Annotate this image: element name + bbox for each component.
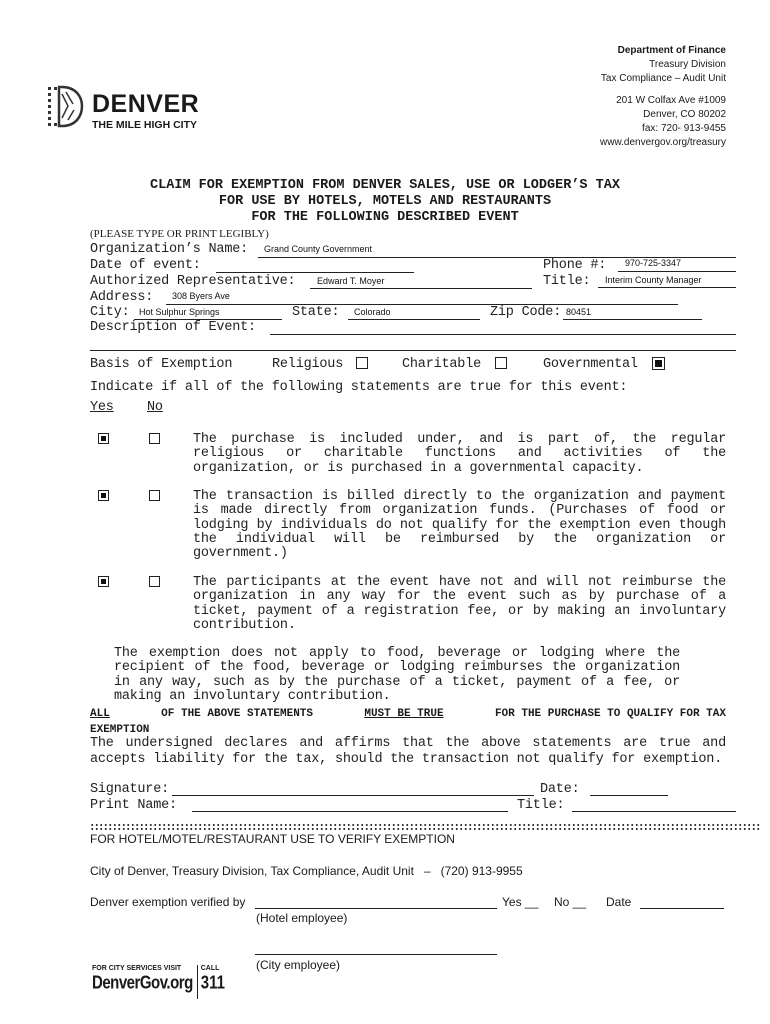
- sign-title-label: Title:: [517, 798, 565, 813]
- yes-header: Yes: [90, 400, 114, 415]
- rep-value: Edward T. Moyer: [317, 276, 385, 286]
- charitable-label: Charitable: [402, 357, 482, 372]
- signature-label: Signature:: [90, 782, 170, 797]
- check-mark-icon: [655, 360, 662, 367]
- city-employee-field[interactable]: [255, 940, 497, 955]
- logo-name: DENVER: [92, 90, 200, 118]
- city-contact-line: City of Denver, Treasury Division, Tax Compliance, Audit Unit – (720) 913-9955: [90, 864, 523, 878]
- address-line-2: Denver, CO 80202: [643, 109, 726, 120]
- must-be-true-notice: ALL OF THE ABOVE STATEMENTS MUST BE TRUE FOR THE PURCHASE TO QUALIFY FOR TAX EXEMPTION: [90, 708, 726, 736]
- org-value: Grand County Government: [264, 244, 373, 254]
- title-value: Interim County Manager: [605, 275, 702, 285]
- phone-label: Phone #:: [543, 258, 607, 273]
- division: Treasury Division: [649, 59, 726, 70]
- denver-logo: [46, 84, 216, 136]
- city-label: City:: [90, 305, 130, 320]
- signature-field[interactable]: [172, 783, 534, 796]
- instructions: (PLEASE TYPE OR PRINT LEGIBLY): [90, 228, 269, 240]
- desc-field-line-2[interactable]: [90, 336, 736, 351]
- dept-name: Department of Finance: [617, 45, 726, 56]
- footer-311: 311: [200, 973, 225, 994]
- address-value: 308 Byers Ave: [172, 291, 230, 301]
- verified-label: Denver exemption verified by: [90, 895, 246, 909]
- address-label: Address:: [90, 290, 154, 305]
- verified-no[interactable]: No __: [554, 895, 587, 909]
- religious-checkbox[interactable]: [356, 357, 368, 369]
- governmental-checkbox[interactable]: [652, 357, 665, 370]
- denver-d-icon: [46, 84, 86, 134]
- governmental-label: Governmental: [543, 357, 638, 372]
- org-label: Organization’s Name:: [90, 242, 249, 257]
- date-label: Date of event:: [90, 258, 201, 273]
- hotel-heading: FOR HOTEL/MOTEL/RESTAURANT USE TO VERIFY EXEMPTION: [90, 832, 455, 846]
- religious-label: Religious: [272, 357, 344, 372]
- statement-3-no-checkbox[interactable]: [149, 576, 160, 587]
- footer-logo: [92, 965, 225, 1005]
- city-field[interactable]: [134, 305, 282, 320]
- rep-field[interactable]: [310, 274, 532, 289]
- phone-field[interactable]: [618, 257, 736, 272]
- check-mark-icon: [101, 493, 106, 498]
- title-line-3: FOR THE FOLLOWING DESCRIBED EVENT: [251, 210, 519, 225]
- statement-1-no-checkbox[interactable]: [149, 433, 160, 444]
- logo-tagline: THE MILE HIGH CITY: [92, 119, 197, 131]
- verified-date-field[interactable]: [640, 894, 724, 909]
- unit: Tax Compliance – Audit Unit: [600, 73, 726, 84]
- statement-1-yes-checkbox[interactable]: [98, 433, 109, 444]
- dotted-divider: [90, 823, 760, 831]
- sign-date-label: Date:: [540, 782, 580, 797]
- state-value: Colorado: [354, 307, 391, 317]
- print-name-label: Print Name:: [90, 798, 177, 813]
- footer-call: CALL: [200, 965, 220, 972]
- city-value: Hot Sulphur Springs: [139, 307, 220, 317]
- indicate-text: Indicate if all of the following statements are true for this event:: [90, 380, 628, 395]
- phone-value: 970-725-3347: [625, 258, 682, 268]
- check-mark-icon: [101, 579, 106, 584]
- form-title: [0, 178, 770, 226]
- verified-yes[interactable]: Yes __: [502, 895, 539, 909]
- statement-2-yes-checkbox[interactable]: [98, 490, 109, 501]
- org-field[interactable]: [258, 243, 736, 258]
- fax: fax: 720- 913-9455: [642, 123, 726, 134]
- footer-site: DenverGov.org: [92, 973, 193, 994]
- hotel-employee-field[interactable]: [255, 894, 497, 909]
- address-line-1: 201 W Colfax Ave #1009: [616, 95, 726, 106]
- statement-3-text: The participants at the event have not and will not reimburse the organization in any way for the event such as by purchase of a ticket, payment of a registration fee, or by making an involuntary contribution.: [193, 575, 726, 633]
- statement-3-yes-checkbox[interactable]: [98, 576, 109, 587]
- sign-date-field[interactable]: [590, 783, 668, 796]
- zip-field[interactable]: [563, 305, 702, 320]
- desc-field[interactable]: [270, 320, 736, 335]
- footer-visit: FOR CITY SERVICES VISIT: [92, 965, 182, 972]
- date-field[interactable]: [216, 259, 414, 273]
- statement-2-no-checkbox[interactable]: [149, 490, 160, 501]
- zip-label: Zip Code:: [490, 305, 562, 320]
- charitable-checkbox[interactable]: [495, 357, 507, 369]
- website-link[interactable]: www.denvergov.org/treasury: [600, 137, 726, 148]
- no-header: No: [147, 400, 163, 415]
- statement-2-text: The transaction is billed directly to the organization and payment is made directly from organization funds. (Purchases of food or lodging by individuals do not qualify for the exemption even though the individual will be reimbursed by the organization or government.): [193, 489, 726, 562]
- declaration-text: The undersigned declares and affirms that the above statements are true and accepts liability for the tax, should the transaction not qualify for exemption.: [90, 736, 726, 767]
- rep-label: Authorized Representative:: [90, 274, 296, 289]
- statement-1-text: The purchase is included under, and is part of, the regular religious or charitable functions and activities of the organization, or is purchased in a governmental capacity.: [193, 432, 726, 476]
- desc-label: Description of Event:: [90, 320, 256, 335]
- zip-value: 80451: [566, 307, 592, 317]
- sign-title-field[interactable]: [572, 799, 736, 812]
- title-label: Title:: [543, 274, 591, 289]
- notice-all: ALL: [90, 708, 110, 720]
- print-name-field[interactable]: [192, 799, 508, 812]
- exemption-note: The exemption does not apply to food, beverage or lodging where the recipient of the food, beverage or lodging reimburses the organization in any way, such as by the purchase of a ticket, payment of a fee, or making an involuntary contribution.: [114, 646, 680, 704]
- header-address: [506, 44, 726, 150]
- title-line-1: CLAIM FOR EXEMPTION FROM DENVER SALES, USE OR LODGER’S TAX: [150, 178, 620, 193]
- title-field[interactable]: [598, 273, 736, 288]
- state-label: State:: [292, 305, 340, 320]
- check-mark-icon: [101, 436, 106, 441]
- basis-label: Basis of Exemption: [90, 357, 233, 372]
- hotel-employee-caption: (Hotel employee): [256, 911, 348, 925]
- notice-must-be-true: MUST BE TRUE: [364, 708, 444, 720]
- title-line-2: FOR USE BY HOTELS, MOTELS AND RESTAURANTS: [218, 194, 552, 209]
- city-employee-caption: (City employee): [256, 958, 341, 972]
- state-field[interactable]: [348, 305, 480, 320]
- verified-date-label: Date: [606, 895, 632, 909]
- address-field[interactable]: [166, 290, 678, 305]
